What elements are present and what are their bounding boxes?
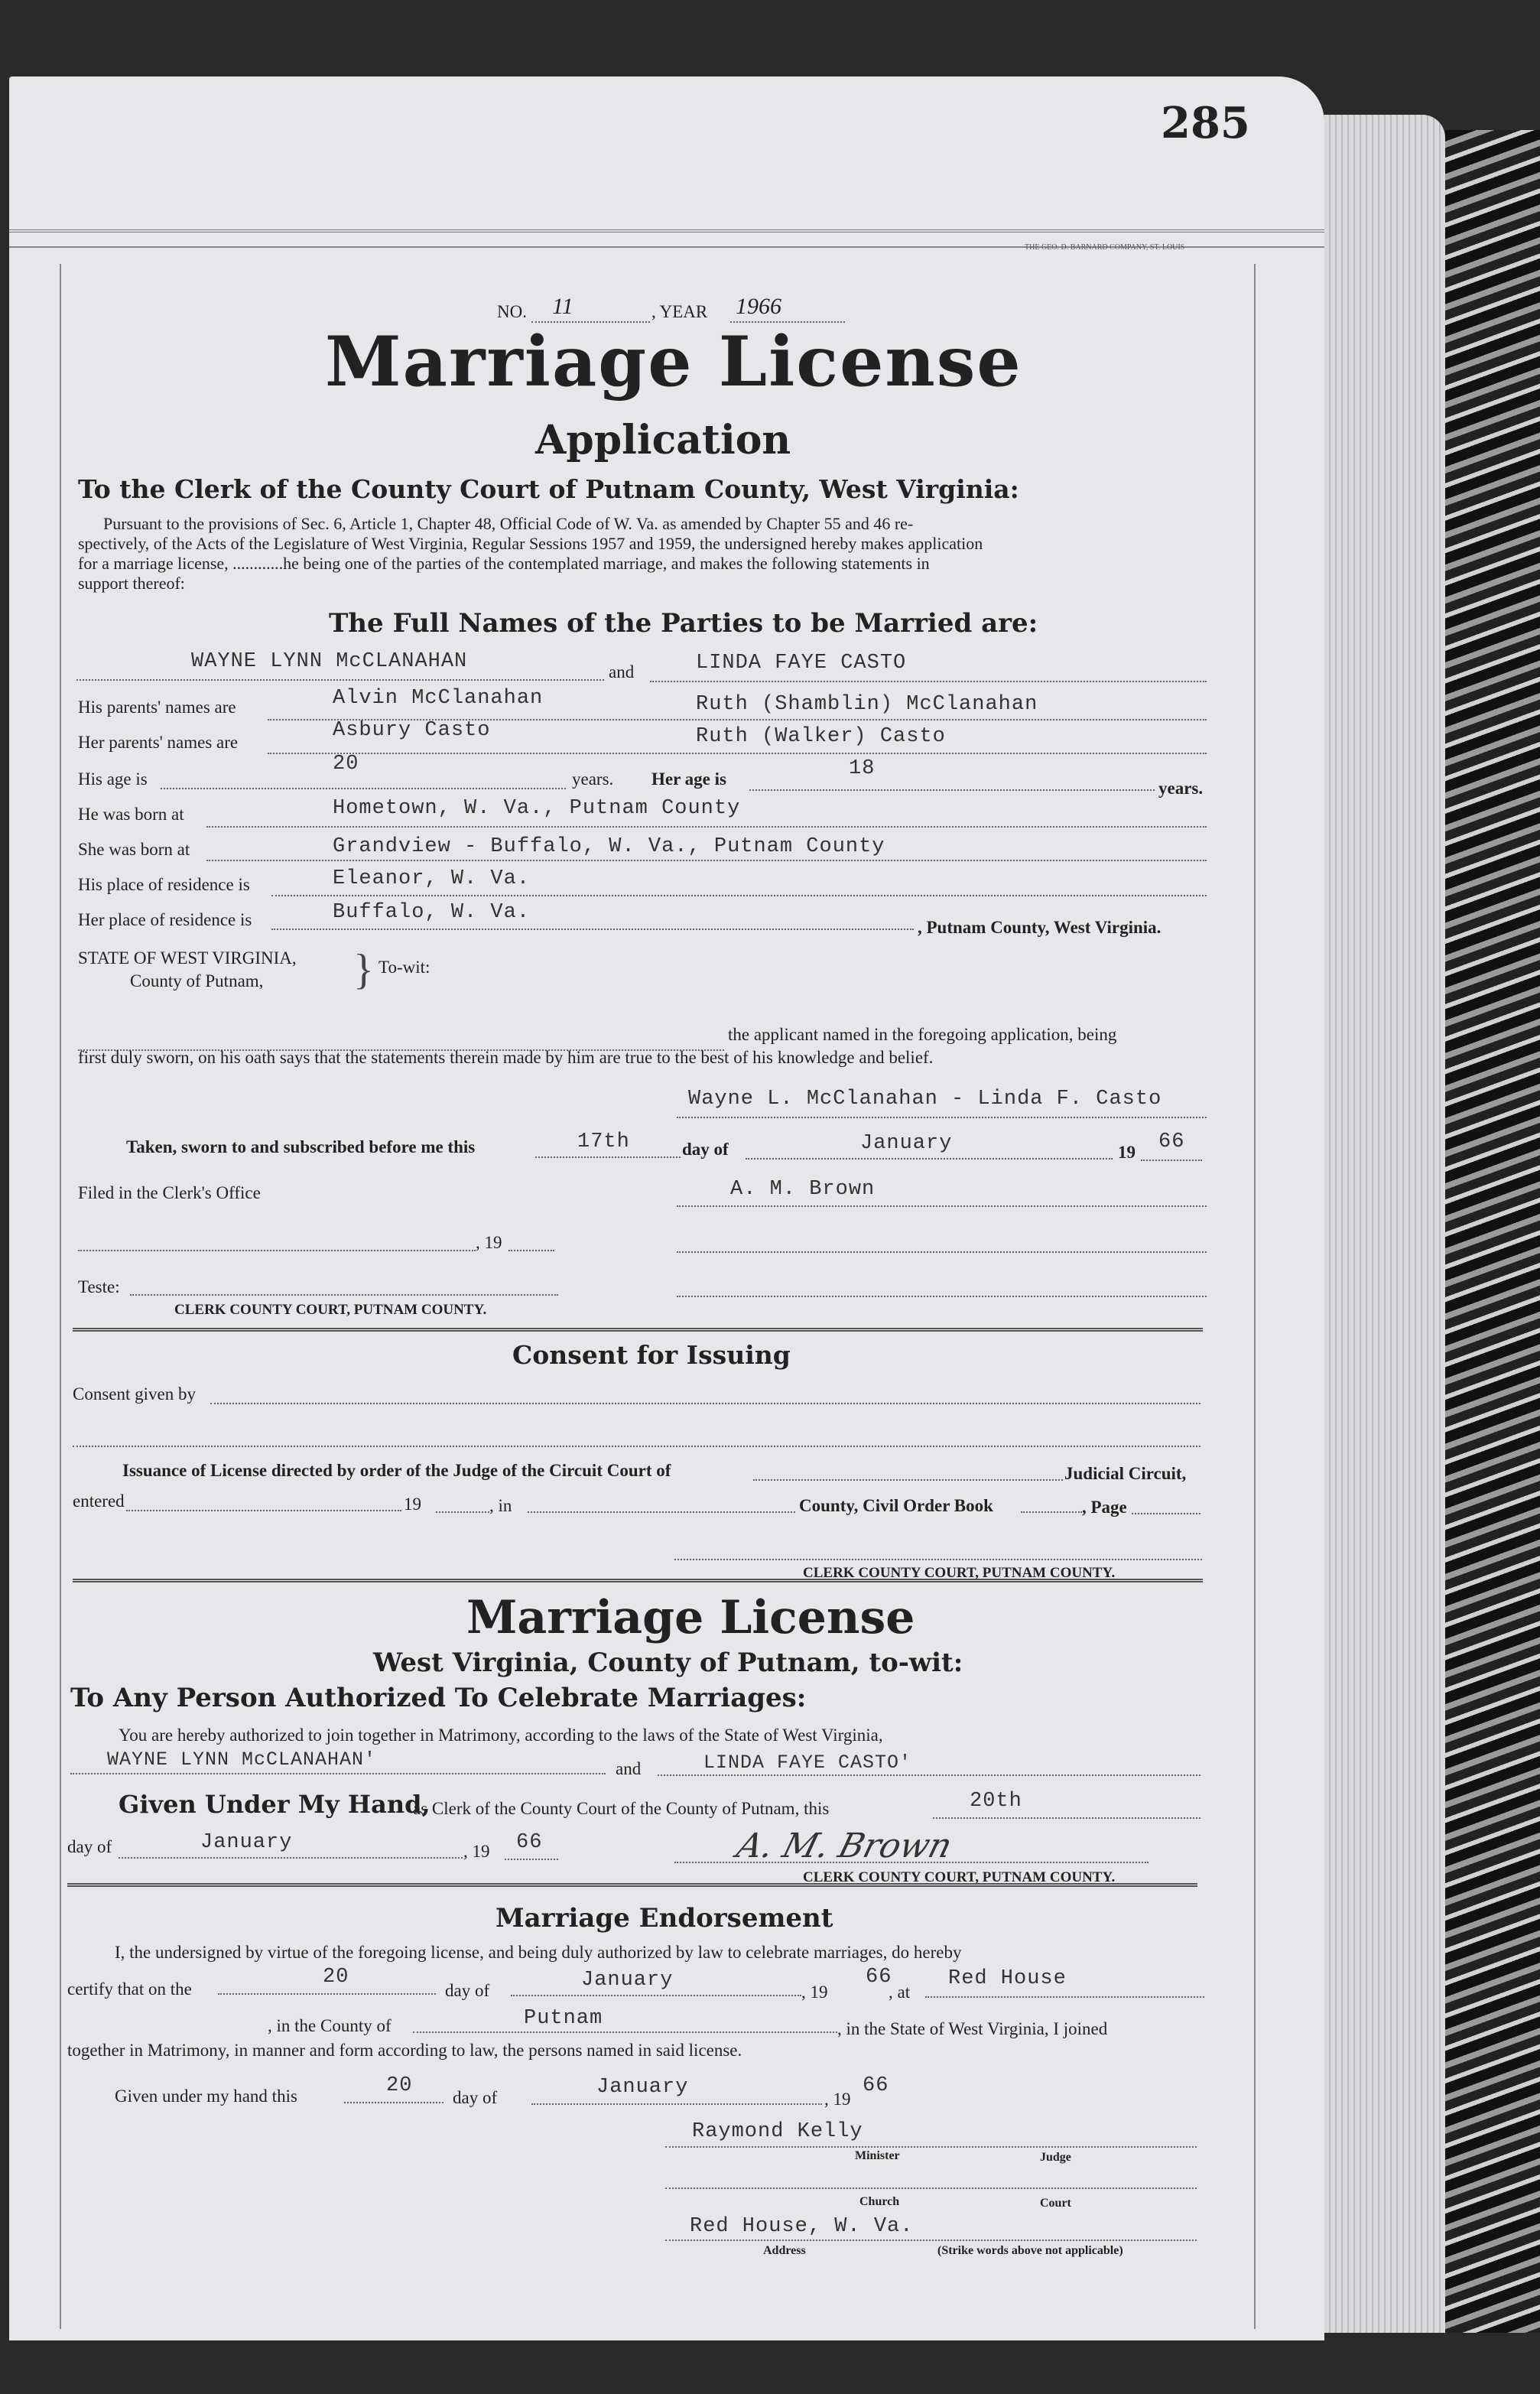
she-born-label: She was born at: [78, 840, 190, 859]
given-hand: Given Under My Hand,: [119, 1790, 430, 1819]
entered-19: 19: [404, 1495, 421, 1514]
in-label: , in: [489, 1496, 512, 1515]
year-value: 1966: [736, 294, 781, 319]
gu-month: January: [596, 2076, 689, 2099]
taken-19: 19: [1118, 1143, 1136, 1162]
marbled-edge: [1445, 130, 1540, 2333]
in-county-label: , in the County of: [268, 2016, 391, 2035]
years-label-2: years.: [1158, 779, 1204, 798]
clerk-caption: CLERK COUNTY COURT, PUTNAM COUNTY.: [174, 1302, 487, 1318]
her-parents-label: Her parents' names are: [78, 733, 239, 752]
years-label: years.: [572, 769, 614, 789]
consent-label: Consent given by: [73, 1384, 196, 1404]
certify-label: certify that on the: [67, 1979, 192, 1999]
she-born: Grandview - Buffalo, W. Va., Putnam County: [333, 835, 885, 858]
entered-label: entered: [73, 1491, 125, 1511]
taken-year: 66: [1158, 1130, 1185, 1153]
issuance-text: Issuance of License directed by order of the Judge of the Circuit Court of: [122, 1461, 671, 1480]
license-bride: LINDA FAYE CASTO': [703, 1752, 912, 1774]
endorse-day-of: day of: [445, 1981, 490, 2000]
his-res-label: His place of residence is: [78, 875, 250, 894]
license-title: Marriage License: [466, 1591, 915, 1644]
gu-day-of: day of: [453, 2088, 498, 2107]
intro-line-2: spectively, of the Acts of the Legislature of West Virginia, Regular Sessions 1957 and 1959, the undersigned hereby makes application: [78, 534, 983, 553]
her-father: Asbury Casto: [333, 719, 491, 742]
his-parents-label: His parents' names are: [78, 698, 236, 717]
minister-label: Minister: [855, 2149, 900, 2162]
gu-19: , 19: [824, 2090, 851, 2109]
minister-name: Raymond Kelly: [692, 2120, 863, 2143]
endorse-19: , 19: [801, 1983, 828, 2002]
given-rest: as Clerk of the County Court of the County of Putnam, this: [413, 1799, 830, 1818]
groom-name: WAYNE LYNN McCLANAHAN: [191, 650, 468, 673]
given-under: Given under my hand this: [115, 2087, 297, 2106]
no-value: 11: [552, 294, 573, 319]
endorse-day: 20: [323, 1966, 349, 1989]
his-age-label: His age is: [78, 769, 148, 789]
endorse-line-1: I, the undersigned by virtue of the foregoing license, and being duly authorized by law to celebrate marriages, do hereby: [115, 1943, 962, 1962]
clerk-signature-typed: A. M. Brown: [730, 1178, 876, 1201]
bride-name: LINDA FAYE CASTO: [696, 652, 907, 675]
teste-label: Teste:: [78, 1277, 120, 1296]
day-of-2: day of: [67, 1837, 112, 1856]
license-and: and: [616, 1759, 642, 1778]
clerk-caption-2: CLERK COUNTY COURT, PUTNAM COUNTY.: [803, 1565, 1116, 1581]
form-subtitle: Application: [535, 417, 791, 464]
his-father: Alvin McClanahan: [333, 687, 544, 710]
consent-heading: Consent for Issuing: [512, 1340, 791, 1370]
parties-heading: The Full Names of the Parties to be Married are:: [329, 608, 1038, 639]
state-label: STATE OF WEST VIRGINIA,: [78, 948, 297, 968]
endorse-place: Red House: [948, 1967, 1067, 1990]
clerk-handwritten-signature: A. M. Brown: [733, 1826, 957, 1865]
day-of-label: day of: [682, 1140, 729, 1159]
her-age: 18: [849, 757, 876, 780]
address-line: To the Clerk of the County Court of Putnam County, West Virginia:: [78, 474, 1019, 504]
county-label: County of Putnam,: [130, 971, 264, 990]
oath-line-2: first duly sworn, on his oath says that the statements therein made by him are true to the best of his knowledge and belief.: [78, 1048, 934, 1067]
her-mother: Ruth (Walker) Casto: [696, 725, 946, 748]
judicial-circuit: Judicial Circuit,: [1064, 1464, 1187, 1483]
strike-note: (Strike words above not applicable): [937, 2244, 1123, 2257]
gu-year: 66: [863, 2074, 889, 2097]
taken-month: January: [860, 1132, 953, 1155]
brace-icon: }: [353, 946, 374, 994]
and-label: and: [609, 662, 635, 681]
taken-label: Taken, sworn to and subscribed before me this: [126, 1137, 476, 1156]
at-label: , at: [889, 1983, 911, 2002]
address-label: Address: [763, 2244, 806, 2257]
county-book: County, Civil Order Book: [799, 1496, 993, 1515]
license-groom: WAYNE LYNN McCLANAHAN': [107, 1748, 377, 1771]
clerk-caption-3: CLERK COUNTY COURT, PUTNAM COUNTY.: [803, 1869, 1116, 1885]
church-label: Church: [859, 2195, 900, 2208]
printer-mark: THE GEO. D. BARNARD COMPANY, ST. LOUIS: [1025, 243, 1185, 252]
filed-label: Filed in the Clerk's Office: [78, 1183, 261, 1202]
license-to: To Any Person Authorized To Celebrate Marriages:: [70, 1683, 807, 1713]
judge-label: Judge: [1040, 2151, 1071, 2164]
state-joined: , in the State of West Virginia, I joined: [837, 2019, 1108, 2038]
together-text: together in Matrimony, in manner and form according to law, the persons named in said license.: [67, 2041, 742, 2060]
applicant-signature: Wayne L. McClanahan - Linda F. Casto: [688, 1088, 1162, 1111]
oath-line-1: the applicant named in the foregoing application, being: [728, 1025, 1117, 1044]
form-title: Marriage License: [325, 321, 1022, 402]
her-age-label: Her age is: [651, 769, 726, 789]
given-year: 66: [516, 1831, 543, 1854]
he-born: Hometown, W. Va., Putnam County: [333, 797, 741, 820]
he-born-label: He was born at: [78, 805, 184, 824]
address-value: Red House, W. Va.: [690, 2215, 914, 2238]
no-label: NO.: [497, 302, 527, 321]
towit-label: To-wit:: [379, 958, 430, 977]
page-number: 285: [1161, 98, 1250, 148]
year-label: , YEAR: [651, 302, 708, 321]
gu-day: 20: [386, 2074, 413, 2097]
given-19: , 19: [463, 1842, 490, 1861]
filed-19: , 19: [476, 1233, 502, 1252]
endorse-heading: Marriage Endorsement: [495, 1903, 833, 1934]
endorse-county: Putnam: [524, 2007, 603, 2030]
court-label: Court: [1040, 2197, 1071, 2210]
license-subtitle: West Virginia, County of Putnam, to-wit:: [373, 1648, 963, 1678]
his-age: 20: [333, 753, 359, 776]
endorse-month: January: [581, 1969, 674, 1992]
endorse-year: 66: [866, 1966, 892, 1989]
intro-line-3: for a marriage license, ............he being one of the parties of the contemplated marriage, and makes the following statements in: [78, 554, 930, 573]
given-month: January: [200, 1831, 293, 1854]
page-label: , Page: [1082, 1498, 1127, 1517]
his-res: Eleanor, W. Va.: [333, 867, 531, 890]
her-res: Buffalo, W. Va.: [333, 901, 531, 924]
intro-line-4: support thereof:: [78, 574, 185, 593]
putnam-wv: , Putnam County, West Virginia.: [918, 918, 1161, 937]
taken-day: 17th: [577, 1130, 630, 1153]
authorized-text: You are hereby authorized to join together in Matrimony, according to the laws of the State of West Virginia,: [119, 1726, 883, 1745]
her-res-label: Her place of residence is: [78, 910, 252, 929]
given-day: 20th: [970, 1790, 1022, 1813]
his-mother: Ruth (Shamblin) McClanahan: [696, 693, 1038, 716]
intro-line-1: Pursuant to the provisions of Sec. 6, Article 1, Chapter 48, Official Code of W. Va. as amended by Chapter 55 and 46 re-: [103, 514, 914, 533]
